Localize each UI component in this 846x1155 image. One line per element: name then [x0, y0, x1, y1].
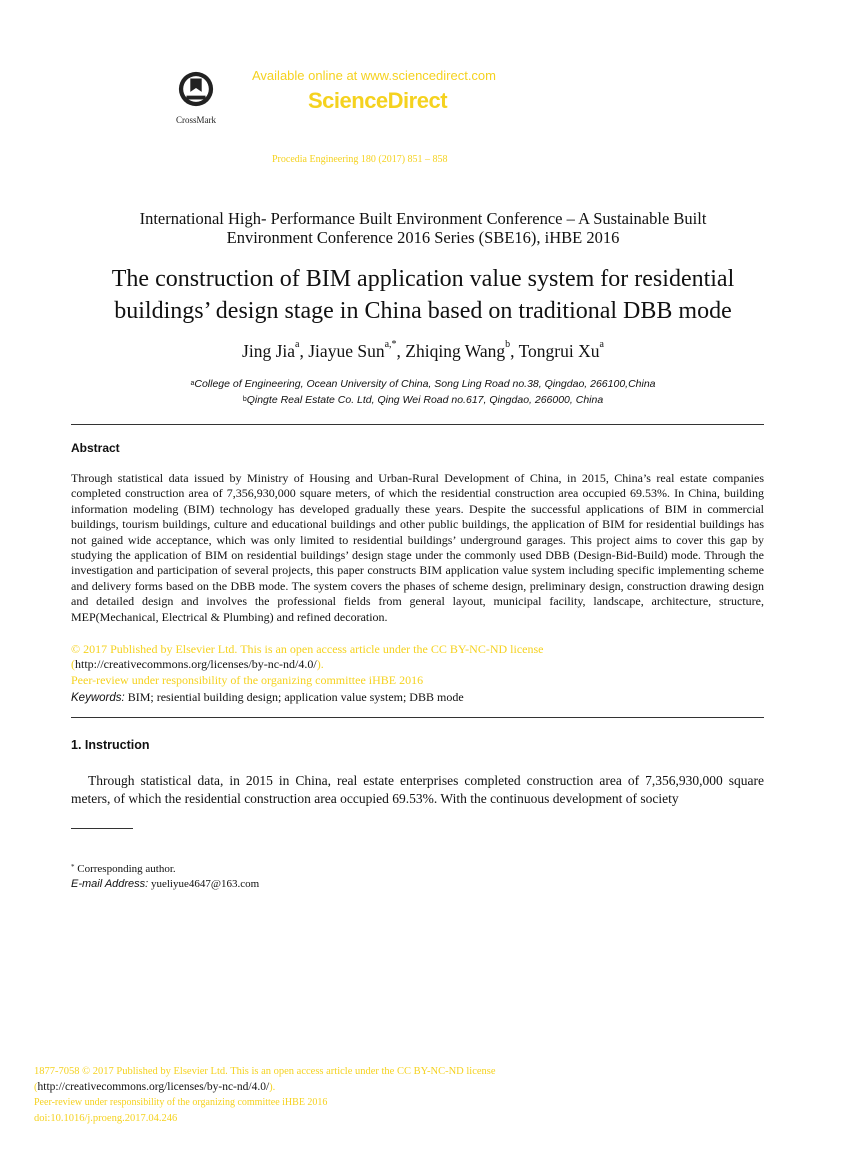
keywords: [71, 690, 464, 705]
author-list: [40, 341, 806, 362]
abstract-text: Through statistical data issued by Ministry of Housing and Urban-Rural Development of China, in 2015, China’s real estate companies completed construction area of 7,356,930,000 square meters, of which the residential construction area occupied 69.53%. In China, building information modeling (BIM) technology has developed gradually these years. Despite the successful applications of BIM in commercial buildings, tourism buildings, culture and educational buildings and other public buildings, the application of BIM for residential buildings has not gained wide acceptance, which was only limited to residential buildings’ underground garages. This project aims to cover this gap by studying the application of BIM on residential buildings’ design stage under the commonly used DBB (Design-Bid-Build) mode. Through the investigation and participation of several projects, this paper constructs BIM application value system including specific implementing scheme and delivery forms based on the DBB mode. The system covers the phases of scheme design, preliminary design, construction drawing design and detailed design and involves the professional fields from general layout, municipal facility, landscape, architecture, structure, MEP(Mechanical, Electrical & Plumbing) and refined decoration.: [71, 471, 764, 624]
author: Jiayue Sun$^{a,*}$,: [308, 339, 406, 361]
divider: [71, 424, 764, 425]
page-footer: [34, 1064, 774, 1126]
license-url-link[interactable]: http://creativecommons.org/licenses/by-nc-nd/4.0/: [75, 657, 317, 672]
keywords-list: BIM; resiential building design; application value system; DBB mode: [124, 690, 464, 704]
footer-license-link[interactable]: http://creativecommons.org/licenses/by-nc-nd/4.0/: [37, 1080, 270, 1093]
section-heading: 1. Instruction: [71, 738, 150, 752]
abstract-heading: Abstract: [71, 441, 120, 455]
title-line-1: The construction of BIM application value system for residential: [111, 266, 735, 292]
email-label: E-mail Address:: [71, 878, 149, 890]
conference-line-1: International High- Performance Built Environment Conference – A Sustainable Built: [139, 209, 707, 228]
keywords-label: Keywords:: [71, 692, 125, 704]
sciencedirect-logo: ScienceDirect: [308, 88, 448, 113]
footer-doi[interactable]: doi:10.1016/j.proeng.2017.04.246: [34, 1112, 178, 1124]
abstract-license: [71, 642, 764, 688]
footer-issn-line: 1877-7058 © 2017 Published by Elsevier Ltd. This is an open access article under the CC BY-NC-ND license: [34, 1066, 496, 1077]
crossmark-icon: [177, 70, 215, 108]
divider: [71, 717, 764, 718]
author: Jing Jia$^a$,: [242, 339, 309, 361]
conference-line-2: Environment Conference 2016 Series (SBE16), iHBE 2016: [226, 228, 620, 247]
affiliation-b: $^b$Qingte Real Estate Co. Ltd, Qing Wei Road no.617, Qingdao, 266000, China: [242, 394, 604, 406]
footnote-rule: [71, 828, 133, 829]
email-address[interactable]: yueliyue4647@163.com: [148, 878, 260, 890]
email-note: [71, 878, 259, 890]
author: Tongrui Xu$^a$: [518, 339, 604, 361]
title-line-2: buildings’ design stage in China based on traditional DBB mode: [114, 298, 732, 324]
crossmark-label: CrossMark: [176, 115, 216, 125]
affiliations: [60, 376, 786, 408]
peer-review-line: Peer-review under responsibility of the organizing committee iHBE 2016: [71, 672, 424, 687]
author: Zhiqing Wang$^b$,: [405, 339, 519, 361]
journal-citation: Procedia Engineering 180 (2017) 851 – 858: [272, 154, 448, 165]
footer-url-line: (http://creativecommons.org/licenses/by-nc-nd/4.0/).: [34, 1080, 276, 1093]
conference-name: [60, 209, 786, 247]
license-line: © 2017 Published by Elsevier Ltd. This is an open access article under the CC BY-NC-ND license: [71, 642, 544, 656]
available-online-link[interactable]: Available online at www.sciencedirect.com: [252, 68, 496, 83]
affiliation-a: $^a$College of Engineering, Ocean University of China, Song Ling Road no.38, Qingdao, 266100,China: [190, 378, 656, 390]
corresponding-author-note: * Corresponding author.: [71, 863, 176, 875]
crossmark-badge[interactable]: [168, 70, 224, 125]
footer-peer-review: Peer-review under responsibility of the organizing committee iHBE 2016: [34, 1097, 328, 1108]
paper-title: [40, 263, 806, 327]
license-url-line: (http://creativecommons.org/licenses/by-nc-nd/4.0/).: [71, 657, 324, 672]
section-body: Through statistical data, in 2015 in China, real estate enterprises completed construction area of 7,356,930,000 square meters, of which the residential construction area occupied 69.53%. With the continuous development of society: [71, 773, 764, 806]
